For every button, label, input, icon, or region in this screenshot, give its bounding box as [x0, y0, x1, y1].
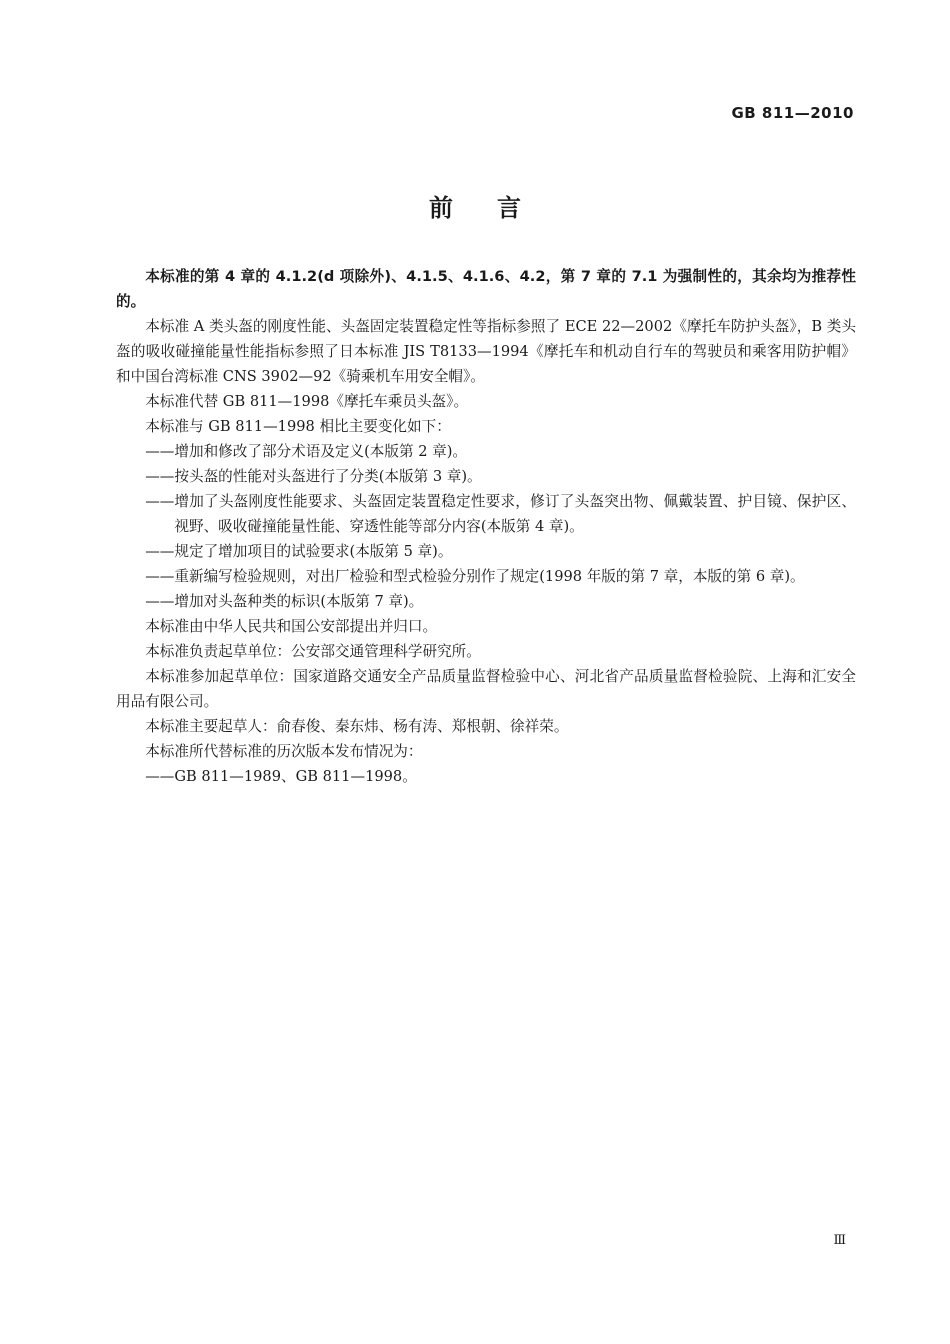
change-item-text: 增加和修改了部分术语及定义(本版第 2 章)。: [174, 443, 468, 460]
history-item-text: GB 811—1989、GB 811—1998。: [174, 768, 417, 785]
change-item: [116, 539, 856, 564]
paragraph-references: 本标准 A 类头盔的刚度性能、头盔固定装置稳定性等指标参照了 ECE 22—2002《摩托车防护头盔》，B 类头盔的吸收碰撞能量性能指标参照了日本标准 JIS T8133—1994《摩托车和机动自行车的驾驶员和乘客用防护帽》和中国台湾标准 CNS 3902—92《骑乘机车用安全帽》。: [116, 318, 856, 385]
paragraph-proposer: 本标准由中华人民共和国公安部提出并归口。: [145, 618, 438, 635]
change-item-text: 按头盔的性能对头盔进行了分类(本版第 3 章)。: [174, 468, 482, 485]
change-item-text: 规定了增加项目的试验要求(本版第 5 章)。: [174, 543, 453, 560]
dash-mark: ——: [145, 468, 175, 485]
history-item: [116, 764, 856, 789]
standard-number: GB 811—2010: [731, 104, 854, 122]
paragraph-mandatory-clauses: 本标准的第 4 章的 4.1.2(d 项除外)、4.1.5、4.1.6、4.2，第 7 章的 7.1 为强制性的，其余均为推荐性的。: [116, 268, 856, 310]
paragraph-history-intro: 本标准所代替标准的历次版本发布情况为：: [145, 743, 423, 760]
dash-mark: ——: [145, 568, 175, 585]
dash-mark: ——: [145, 443, 175, 460]
foreword-body: [116, 264, 856, 789]
dash-mark: ——: [145, 543, 175, 560]
page-title: 前言: [429, 194, 565, 222]
change-item: [116, 589, 856, 614]
change-item-text: 增加对头盔种类的标识(本版第 7 章)。: [174, 593, 424, 610]
paragraph-lead-drafter: 本标准负责起草单位：公安部交通管理科学研究所。: [145, 643, 481, 660]
paragraph-participating-drafters: 本标准参加起草单位：国家道路交通安全产品质量监督检验中心、河北省产品质量监督检验院、上海和汇安全用品有限公司。: [116, 668, 856, 710]
change-item: [116, 564, 856, 589]
change-item-text: 增加了头盔刚度性能要求、头盔固定装置稳定性要求，修订了头盔突出物、佩戴装置、护目镜、保护区、视野、吸收碰撞能量性能、穿透性能等部分内容(本版第 4 章)。: [174, 493, 856, 535]
dash-mark: ——: [145, 493, 175, 510]
change-item: [116, 439, 856, 464]
dash-mark: ——: [145, 768, 175, 785]
change-item: [116, 489, 856, 539]
paragraph-changes-intro: 本标准与 GB 811—1998 相比主要变化如下：: [145, 418, 451, 435]
paragraph-replaces: 本标准代替 GB 811—1998《摩托车乘员头盔》。: [145, 393, 469, 410]
change-item: [116, 464, 856, 489]
page-number: Ⅲ: [833, 1233, 846, 1248]
dash-mark: ——: [145, 593, 175, 610]
change-item-text: 重新编写检验规则，对出厂检验和型式检验分别作了规定(1998 年版的第 7 章，本版的第 6 章)。: [174, 568, 805, 585]
paragraph-main-drafters: 本标准主要起草人：俞春俊、秦东炜、杨有涛、郑根朝、徐祥荣。: [145, 718, 569, 735]
